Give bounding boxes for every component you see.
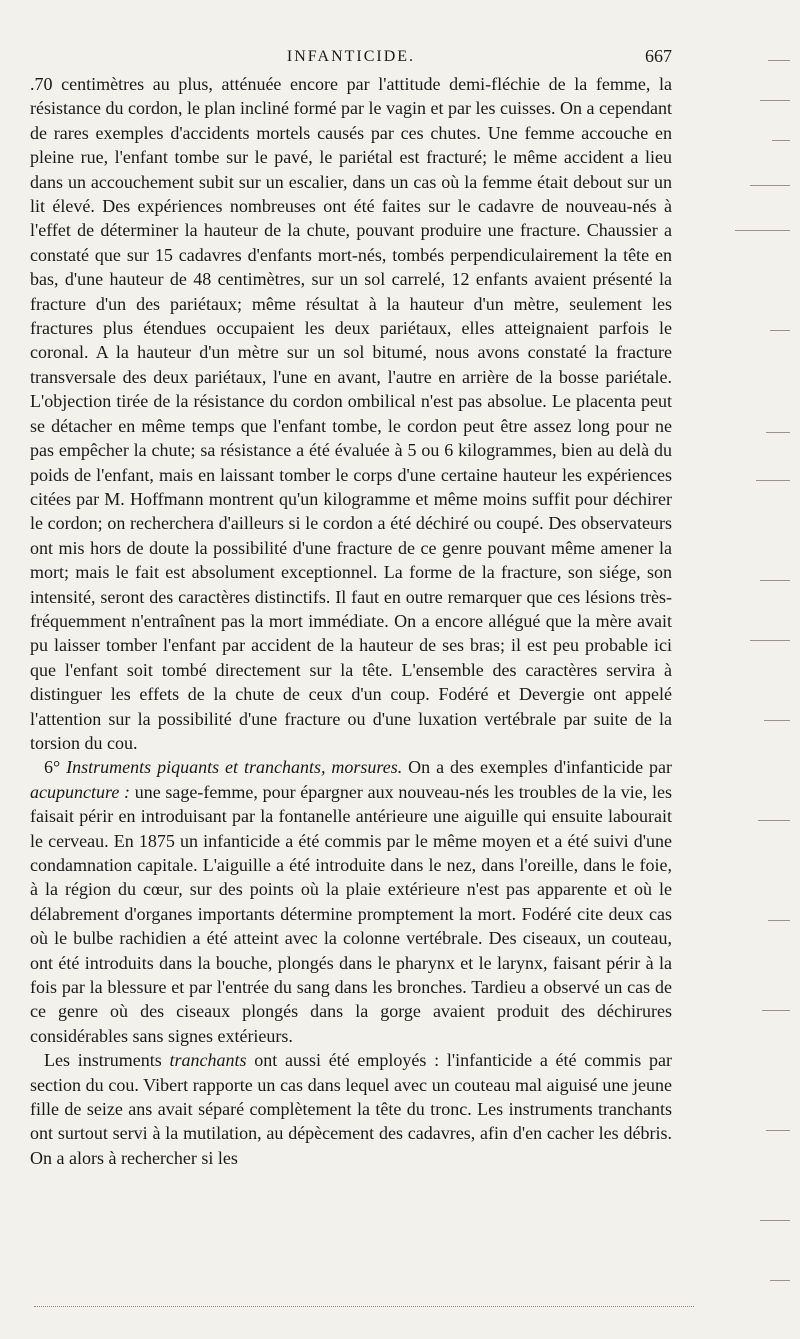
margin-marks bbox=[730, 40, 790, 1300]
italic-text: acupuncture : bbox=[30, 781, 131, 802]
paragraph bbox=[30, 1048, 672, 1170]
paragraph bbox=[30, 72, 672, 755]
running-head: INFANTICIDE. bbox=[286, 48, 416, 65]
book-page bbox=[30, 42, 672, 1170]
text-run: Les instruments bbox=[44, 1050, 170, 1071]
italic-text: tranchants bbox=[169, 1050, 247, 1071]
italic-text: Instruments piquants et tranchants, morsures. bbox=[66, 757, 403, 778]
text-run: .70 centimètres au plus, atténuée encore par l'attitude demi-fléchie de la femme, la résistance du cordon, le plan incliné formé par le vagin et par les cuisses. On a cependant de rares exemples d'accidents mortels causés par ces chutes. Une femme accouche en pleine rue, l'enfant tombe sur le pavé, le pariétal est fracturé; le même accident a lieu dans un accouchement subit sur un escalier, dans un cas où la femme était debout sur un lit élevé. Des expériences nombreuses ont été faites sur le cadavre de nouveau-nés à l'effet de déterminer la hauteur de la chute, pouvant produire une fracture. Chaussier a constaté que sur 15 cadavres d'enfants mort-nés, tombés perpendiculairement la tête en bas, d'une hauteur de 48 centimètres, sur un sol carrelé, 12 enfants avaient présenté la fracture d'un des pariétaux; même résultat à la hauteur d'un mètre, seulement les fractures plus étendues occupaient les deux pariétaux, elles atteignaient parfois le coronal. A la hauteur d'un mètre sur un sol bitumé, nous avons constaté la fracture transversale des deux pariétaux, l'une en avant, l'autre en arrière de la bosse pariétale. L'objection tirée de la résistance du cordon ombilical n'est pas absolue. Le placenta peut se détacher en même temps que l'enfant tombe, le cordon peut être assez long pour ne pas empêcher la chute; sa résistance a été évaluée à 5 ou 6 kilogrammes, bien au delà du poids de l'enfant, mais en laissant tomber le corps d'une certaine hauteur les expériences citées par M. Hoffmann montrent qu'un kilogramme et même moins suffit pour déchirer le cordon; on recherchera d'ailleurs si le cordon a été déchiré ou coupé. Des observateurs ont mis hors de doute la possibilité d'une fracture de ce genre pouvant même amener la mort; mais le fait est absolument exceptionnel. La forme de la fracture, son siége, son intensité, seront des caractères distinctifs. Il faut en outre remarquer que ces lésions très-fréquemment n'entraînent pas la mort immédiate. On a encore allégué que la mère avait pu laisser tomber l'enfant par accident de la hauteur de ses bras; il est peu probable ici que l'enfant soit tombé directement sur la tête. L'ensemble des caractères servira à distinguer les effets de la chute de ceux d'un coup. Fodéré et Devergie ont appelé l'attention sur la possibilité d'une fracture ou d'une luxation vertébrale par suite de la torsion du cou. bbox=[30, 74, 672, 753]
body-text bbox=[30, 72, 672, 1170]
text-run: ont aussi été employés : l'infanticide a été commis par section du cou. Vibert rapporte un cas dans lequel avec un couteau mal aiguisé une jeune fille de seize ans avait séparé complètement la tête du tronc. Les instruments tranchants ont surtout servi à la mutilation, au dépècement des cadavres, afin d'en cacher les débris. On a alors à rechercher si les bbox=[30, 1050, 672, 1168]
bottom-rule bbox=[34, 1306, 694, 1307]
paragraph bbox=[30, 755, 672, 1048]
page-number: 667 bbox=[645, 46, 672, 66]
text-run: On a des exemples d'infanticide par bbox=[402, 757, 673, 778]
text-run: 6° bbox=[44, 757, 67, 778]
text-run: une sage-femme, pour épargner aux nouveau-nés les troubles de la vie, les faisait périr en introduisant par la fontanelle antérieure une aiguille qui ensuite labourait le cerveau. En 1875 un infanticide a été commis par le même moyen et a été suivi d'une condamnation capitale. L'aiguille a été introduite dans le nez, dans l'oreille, dans le foie, à la région du cœur, sur des points où la plaie extérieure n'est pas apparente et où le délabrement d'organes importants détermine promptement la mort. Fodéré cite deux cas où le bulbe rachidien a été atteint avec la colonne vertébrale. Des ciseaux, un couteau, ont été introduits dans la bouche, plongés dans le pharynx et le larynx, faisant périr à la fois par la blessure et par l'entrée du sang dans les bronches. Tardieu a observé un cas de ce genre où des ciseaux plongés dans la gorge avaient produit des déchirures considérables sans signes extérieurs. bbox=[30, 781, 672, 1046]
page-header bbox=[30, 42, 672, 72]
